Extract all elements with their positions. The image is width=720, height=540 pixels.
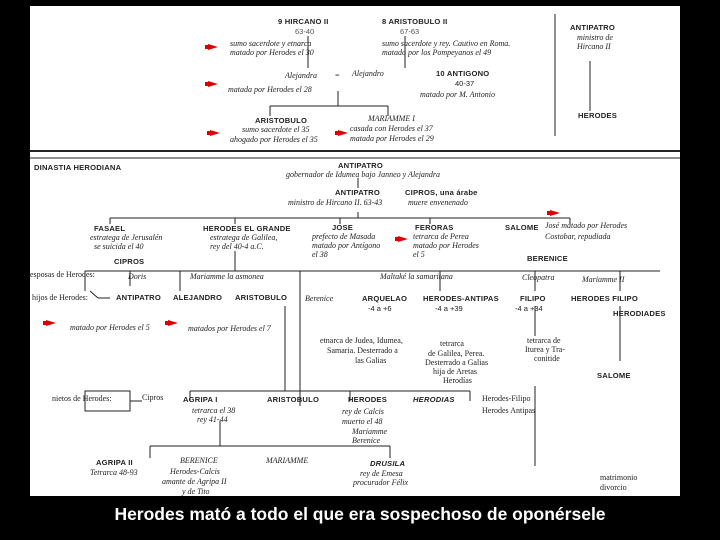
filipo-note: tetrarca de bbox=[527, 336, 561, 345]
aristobulo-dates: 67-63 bbox=[400, 27, 420, 36]
herodes-right: HERODES bbox=[578, 111, 617, 120]
salome-husband: Costobar, repudiada bbox=[545, 232, 611, 241]
herodes-antipas: HERODES-ANTIPAS bbox=[423, 294, 499, 303]
antipas-note: Desterrado a Galias bbox=[425, 358, 489, 367]
hircano-note: matado por Herodes el 30 bbox=[230, 48, 314, 57]
antipas-note: de Galilea, Perea. bbox=[428, 349, 485, 358]
alejandro-hijo: ALEJANDRO bbox=[173, 293, 223, 302]
nietos-label: nietos de Herodes: bbox=[52, 394, 112, 403]
drusila: DRUSILA bbox=[370, 459, 406, 468]
jose-note: matado por Antígono bbox=[312, 241, 381, 250]
antipatro-right: ANTIPATRO bbox=[570, 23, 615, 32]
drusila-note: rey de Emesa bbox=[360, 469, 403, 478]
salome-ii: SALOME bbox=[597, 371, 631, 380]
agripa-ii: AGRIPA II bbox=[96, 458, 133, 467]
mariamme-i-note: casada con Herodes el 37 bbox=[350, 124, 433, 133]
alejandro: Alejandro bbox=[352, 69, 384, 78]
filipo-note: Iturea y Tra- bbox=[525, 345, 565, 354]
jose: JOSE bbox=[332, 223, 354, 232]
genealogy-chart bbox=[30, 6, 680, 496]
agripa-ii-note: Tetrarca 48-93 bbox=[90, 468, 138, 477]
arquelao-note: etnarca de Judea, Idumea, bbox=[320, 336, 403, 345]
aristobulo-iii-note: ahogado por Herodes el 35 bbox=[230, 135, 318, 144]
red-arrow-icon bbox=[210, 130, 220, 136]
cipros-nieta: Cipros bbox=[142, 393, 164, 402]
antipatro-right-note: Hircano II bbox=[577, 42, 611, 51]
cleopatra: Cleopatra bbox=[522, 273, 555, 282]
filipo: FILIPO bbox=[520, 294, 546, 303]
cipros-arabe: CIPROS, una árabe bbox=[405, 188, 478, 197]
antipas-note: tetrarca bbox=[440, 339, 464, 348]
fasael-note: estratega de Jerusalén bbox=[90, 233, 163, 242]
mariamme-hija: MARIAMME bbox=[266, 456, 309, 465]
maltake: Maltaké la samaritana bbox=[380, 272, 453, 281]
jose-note: prefecto de Masada bbox=[312, 232, 376, 241]
antipatro-hijo-note: matado por Herodes el 5 bbox=[70, 323, 150, 332]
marriage-symbol: = bbox=[335, 71, 340, 80]
aristobulo-note: matado por los Pompeyanos el 49 bbox=[382, 48, 492, 57]
aristobulo-iii-note: sumo sacerdote el 35 bbox=[242, 125, 310, 134]
filipo-note: conitide bbox=[534, 354, 560, 363]
mariamme-ii: Mariamme II bbox=[582, 275, 625, 284]
herodes-calcis-note: muerto el 48 bbox=[342, 417, 383, 426]
red-arrow-icon bbox=[550, 210, 560, 216]
berenice-hija-note: amante de Agripa II bbox=[162, 477, 227, 486]
alejandra-note: matada por Herodes el 28 bbox=[228, 85, 312, 94]
caption: Herodes mató a todo el que era sospechoso de oponérsele bbox=[114, 504, 606, 524]
antipatro-hijo: ANTIPATRO bbox=[116, 293, 161, 302]
red-arrow-icon bbox=[338, 130, 348, 136]
herodias-husband: Herodes-Filipo bbox=[482, 394, 531, 403]
legend-divorcio: divorcio bbox=[600, 483, 627, 492]
red-arrow-icon bbox=[168, 320, 178, 326]
aristobulo-note: sumo sacerdote y rey. Cautivo en Roma. bbox=[382, 39, 511, 48]
feroras: FERORAS bbox=[415, 223, 454, 232]
jose-note: el 38 bbox=[312, 250, 328, 259]
dinastia-heading: DINASTIA HERODIANA bbox=[34, 163, 122, 172]
arquelao-note: Samaria. Desterrado a bbox=[327, 346, 398, 355]
alejandra: Alejandra bbox=[285, 71, 317, 80]
agripa-i-note: rey 41-44 bbox=[197, 415, 228, 424]
cipros: CIPROS bbox=[114, 257, 145, 266]
arquelao-dates: -4 a +6 bbox=[368, 304, 392, 313]
filipo-dates: -4 a +34 bbox=[515, 304, 543, 313]
herodes-calcis-note: rey de Calcis bbox=[342, 407, 384, 416]
cipros-note: muere envenenado bbox=[408, 198, 468, 207]
fasael: FASAEL bbox=[94, 224, 126, 233]
berenice-hija-note: y de Tito bbox=[182, 487, 210, 496]
agripa-i: AGRIPA I bbox=[183, 395, 218, 404]
feroras-note: matado por Herodes bbox=[413, 241, 479, 250]
hircano-note: sumo sacerdote y etnarca bbox=[230, 39, 312, 48]
arquelao-note: las Galias bbox=[355, 356, 387, 365]
salome: SALOME bbox=[505, 223, 539, 232]
mariamme-asmonea: Mariamme la asmonea bbox=[190, 272, 264, 281]
herodias-husband: Herodes Antipas bbox=[482, 406, 536, 415]
doris: Doris bbox=[128, 272, 147, 281]
herodes-el-grande: HERODES EL GRANDE bbox=[203, 224, 291, 233]
berenice-hija-note: Herodes-Calcis bbox=[170, 467, 220, 476]
herodes-note: estratega de Galilea, bbox=[210, 233, 278, 242]
aristobulo-nieto: ARISTOBULO bbox=[267, 395, 320, 404]
antigono-dates: 40-37 bbox=[455, 79, 475, 88]
drusila-note: procurador Félix bbox=[353, 478, 409, 487]
hijos-matados: matados por Herodes el 7 bbox=[188, 324, 271, 333]
hircano-ii: 9 HIRCANO II bbox=[278, 17, 329, 26]
feroras-note: el 5 bbox=[413, 250, 425, 259]
salome-husband: José matado por Herodes bbox=[545, 221, 628, 230]
hijos-label: hijos de Herodes: bbox=[32, 293, 88, 302]
red-arrow-icon bbox=[208, 44, 218, 50]
antipas-dates: -4 a +39 bbox=[435, 304, 463, 313]
feroras-note: tetrarca de Perea bbox=[413, 232, 469, 241]
red-arrow-icon bbox=[46, 320, 56, 326]
antipas-note: hija de Aretas bbox=[433, 367, 477, 376]
aristobulo-ii: 8 ARISTOBULO II bbox=[382, 17, 448, 26]
antigono-note: matado por M. Antonio bbox=[420, 90, 495, 99]
antipatro-note: ministro de Hircano II. 63-43 bbox=[288, 198, 383, 207]
arquelao: ARQUELAO bbox=[362, 294, 408, 303]
esposas-label: esposas de Herodes: bbox=[30, 270, 95, 279]
herodias: HERODIAS bbox=[413, 395, 455, 404]
herodes-calcis-wife: Mariamme bbox=[352, 427, 388, 436]
agripa-i-note: tetrarca el 38 bbox=[192, 406, 236, 415]
herodes-calcis-wife: Berenice bbox=[352, 436, 381, 445]
herodes-note: rey del 40-4 a.C. bbox=[210, 242, 264, 251]
hircano-dates: 63-40 bbox=[295, 27, 315, 36]
herodiades: HERODIADES bbox=[613, 309, 666, 318]
antipas-note: Herodías bbox=[443, 376, 472, 385]
red-arrow-icon bbox=[398, 236, 408, 242]
legend-matrimonio: matrimonio bbox=[600, 473, 638, 482]
aristobulo-hijo: ARISTOBULO bbox=[235, 293, 288, 302]
antipatro-father: ANTIPATRO bbox=[335, 188, 380, 197]
antipatro-right-note: ministro de bbox=[577, 33, 613, 42]
red-arrow-icon bbox=[208, 81, 218, 87]
herodes-calcis: HERODES bbox=[348, 395, 387, 404]
mariamme-i: MARIAMME I bbox=[368, 114, 415, 123]
fasael-note: se suicida el 40 bbox=[94, 242, 144, 251]
berenice-top: BERENICE bbox=[527, 254, 568, 263]
berenice-wife: Berenice bbox=[305, 294, 334, 303]
berenice-hija: BERENICE bbox=[180, 456, 218, 465]
mariamme-i-note: matada por Herodes el 29 bbox=[350, 134, 434, 143]
aristobulo-iii: ARISTOBULO bbox=[255, 116, 308, 125]
antipatro-top-note: gobernador de Idumea bajo Janneo y Alejandra bbox=[286, 170, 441, 179]
herodes-filipo: HERODES FILIPO bbox=[571, 294, 638, 303]
antigono: 10 ANTIGONO bbox=[436, 69, 490, 78]
antipatro-top: ANTIPATRO bbox=[338, 161, 383, 170]
